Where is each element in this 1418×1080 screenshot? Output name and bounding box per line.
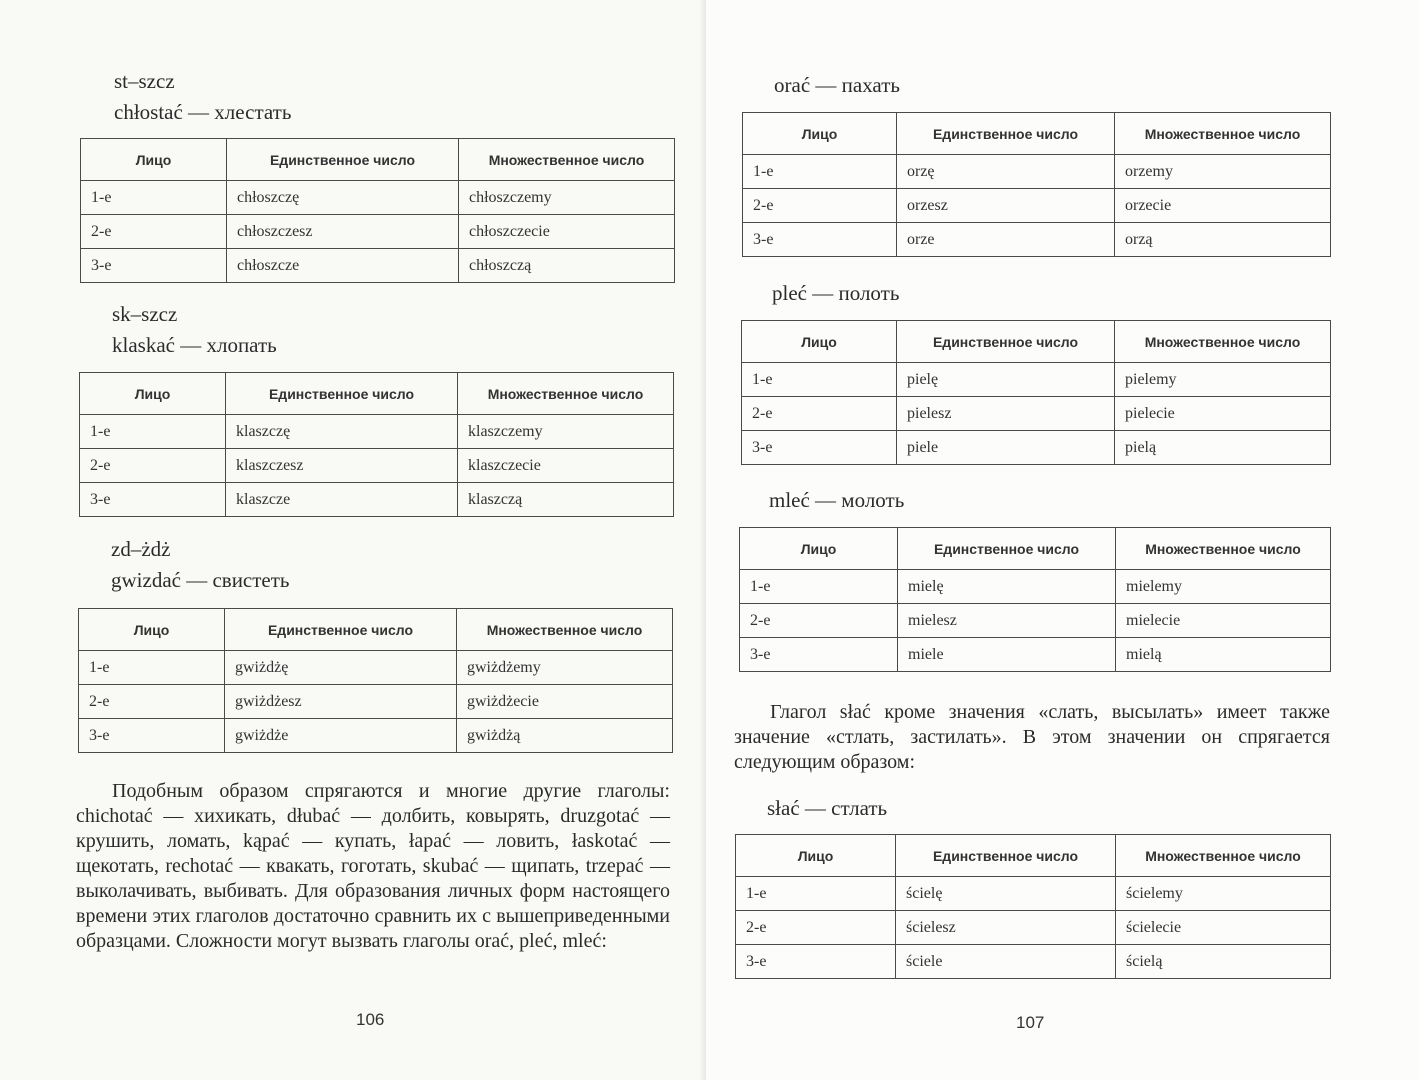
table-row [736,911,1331,945]
table-row [742,363,1331,397]
plural-cell: pielemy [1115,363,1331,397]
conjugation-table-plec [741,320,1331,465]
header-person: Лицо [742,321,897,363]
person-cell: 1-е [740,570,898,604]
person-cell: 2-е [736,911,896,945]
header-person: Лицо [80,373,226,415]
consonant-pattern: st–szcz [114,69,175,93]
consonant-pattern: sk–szcz [112,302,178,326]
table-row [80,483,674,517]
table-row [81,181,675,215]
header-person: Лицо [743,113,897,155]
person-cell: 3-е [740,638,898,672]
table-row [740,604,1331,638]
header-person: Лицо [79,609,225,651]
singular-cell: chłoszczesz [227,215,459,249]
verb-translation: orać — пахать [774,73,900,97]
plural-cell: orzemy [1115,155,1331,189]
singular-cell: gwiżdżę [225,651,457,685]
consonant-pattern: zd–żdż [111,537,171,561]
singular-cell: klaszczę [226,415,458,449]
header-person: Лицо [736,835,896,877]
singular-cell: chłoszczę [227,181,459,215]
header-plural: Множественное число [458,373,674,415]
plural-cell: orzecie [1115,189,1331,223]
person-cell: 1-е [79,651,225,685]
table-row [81,249,675,283]
table-row [743,223,1331,257]
header-person: Лицо [81,139,227,181]
table-row [79,685,673,719]
table-row [742,431,1331,465]
person-cell: 1-е [742,363,897,397]
singular-cell: orzesz [897,189,1115,223]
left-page [0,0,706,1080]
right-page [706,0,1418,1080]
conjugation-table-klaskac [79,372,674,517]
person-cell: 2-е [79,685,225,719]
person-cell: 1-е [80,415,226,449]
singular-cell: orzę [897,155,1115,189]
table-header-row [79,609,673,651]
verb-translation: klaskać — хлопать [112,333,277,357]
page-number: 107 [1016,1013,1045,1032]
table-header-row [743,113,1331,155]
table-row [79,651,673,685]
table-row [80,449,674,483]
page-number: 106 [356,1010,385,1029]
plural-cell: orzą [1115,223,1331,257]
plural-cell: ścielą [1116,945,1331,979]
person-cell: 3-е [743,223,897,257]
plural-cell: klaszczą [458,483,674,517]
person-cell: 3-е [80,483,226,517]
singular-cell: mielesz [898,604,1116,638]
conjugation-table-slac [735,834,1331,979]
singular-cell: pielesz [897,397,1115,431]
table-row [743,189,1331,223]
table-row [740,638,1331,672]
table-header-row [740,528,1331,570]
plural-cell: mielą [1116,638,1331,672]
explanation-paragraph: Подобным образом спрягаются и многие другие глаголы: chichotać — хихикать, dłubać — долбить, ковырять, druzgotać — крушить, ломать, kąpać — купать, łapać — ловить, łaskotać — щекотать, rechotać — квакать, гоготать, skubać — щипать, trzepać — выколачивать, выбивать. Для образования личных форм настоящего времени этих глаголов достаточно сравнить их с вышеприведенными образцами. Сложности могут вызвать глаголы orać, pleć, mleć: [76,780,670,952]
singular-cell: pielę [897,363,1115,397]
plural-cell: chłoszczą [459,249,675,283]
person-cell: 2-е [81,215,227,249]
verb-translation: mleć — молоть [769,488,905,512]
section-sk-szcz [112,299,277,361]
plural-cell: gwiżdżecie [457,685,673,719]
verb-translation: gwizdać — свистеть [111,568,290,592]
header-plural: Множественное число [1115,113,1331,155]
singular-cell: klaszcze [226,483,458,517]
conjugation-table-orac [742,112,1331,257]
singular-cell: ścielesz [896,911,1116,945]
header-singular: Единственное число [897,321,1115,363]
header-singular: Единственное число [226,373,458,415]
section-st-szcz [114,66,291,128]
plural-cell: mielemy [1116,570,1331,604]
singular-cell: mielę [898,570,1116,604]
singular-cell: gwiżdże [225,719,457,753]
table-row [80,415,674,449]
plural-cell: gwiżdżemy [457,651,673,685]
person-cell: 2-е [742,397,897,431]
table-row [79,719,673,753]
table-row [736,877,1331,911]
plural-cell: klaszczecie [458,449,674,483]
person-cell: 3-е [81,249,227,283]
section-zd-zdz [111,534,290,596]
header-plural: Множественное число [457,609,673,651]
singular-cell: piele [897,431,1115,465]
singular-cell: ścielę [896,877,1116,911]
plural-cell: ścielemy [1116,877,1331,911]
header-singular: Единственное число [896,835,1116,877]
table-header-row [81,139,675,181]
conjugation-table-mlec [739,527,1331,672]
plural-cell: chłoszczecie [459,215,675,249]
singular-cell: orze [897,223,1115,257]
table-row [81,215,675,249]
plural-cell: ścielecie [1116,911,1331,945]
singular-cell: ściele [896,945,1116,979]
header-singular: Единственное число [897,113,1115,155]
singular-cell: chłoszcze [227,249,459,283]
conjugation-table-gwizdac [78,608,673,753]
singular-cell: miele [898,638,1116,672]
singular-cell: klaszczesz [226,449,458,483]
conjugation-table-chlostac [80,138,675,283]
person-cell: 3-е [79,719,225,753]
verb-translation: słać — стлать [767,796,888,820]
header-singular: Единственное число [227,139,459,181]
person-cell: 1-е [736,877,896,911]
person-cell: 2-е [80,449,226,483]
explanation-paragraph: Глагол słać кроме значения «слать, высылать» имеет также значение «стлать, застилать». В этом значении он спрягается следующим образом: [734,701,1330,773]
person-cell: 1-е [743,155,897,189]
table-header-row [80,373,674,415]
header-singular: Единственное число [898,528,1116,570]
plural-cell: pielecie [1115,397,1331,431]
table-row [743,155,1331,189]
table-header-row [736,835,1331,877]
table-header-row [742,321,1331,363]
header-singular: Единственное число [225,609,457,651]
table-row [736,945,1331,979]
verb-translation: pleć — полоть [772,281,900,305]
header-plural: Множественное число [459,139,675,181]
person-cell: 3-е [742,431,897,465]
header-plural: Множественное число [1116,528,1331,570]
table-row [742,397,1331,431]
person-cell: 1-е [81,181,227,215]
plural-cell: pielą [1115,431,1331,465]
person-cell: 2-е [740,604,898,638]
table-row [740,570,1331,604]
verb-translation: chłostać — хлестать [114,100,292,124]
header-plural: Множественное число [1116,835,1331,877]
person-cell: 3-е [736,945,896,979]
header-plural: Множественное число [1115,321,1331,363]
plural-cell: klaszczemy [458,415,674,449]
plural-cell: mielecie [1116,604,1331,638]
plural-cell: chłoszczemy [459,181,675,215]
person-cell: 2-е [743,189,897,223]
singular-cell: gwiżdżesz [225,685,457,719]
plural-cell: gwiżdżą [457,719,673,753]
header-person: Лицо [740,528,898,570]
